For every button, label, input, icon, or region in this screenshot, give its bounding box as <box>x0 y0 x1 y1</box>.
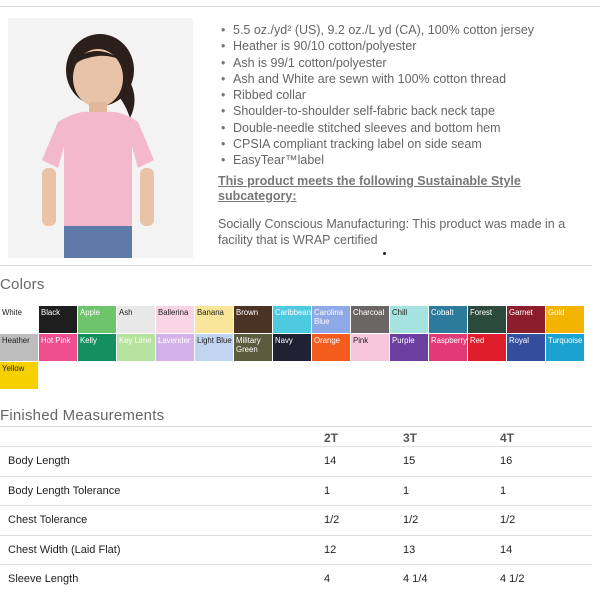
measurement-value: 1/2 <box>500 506 592 536</box>
color-swatch-ballerina[interactable]: Ballerina <box>156 306 194 333</box>
measurement-value: 4 1/4 <box>403 565 500 594</box>
color-swatch-lavender[interactable]: Lavender <box>156 334 194 361</box>
color-swatch-chill[interactable]: Chill <box>390 306 428 333</box>
color-swatch-forest[interactable]: Forest <box>468 306 506 333</box>
measurements-divider <box>0 426 592 427</box>
color-swatch-purple[interactable]: Purple <box>390 334 428 361</box>
measurement-value: 1/2 <box>403 506 500 536</box>
measurement-value: 12 <box>324 535 403 565</box>
measurement-label: Chest Width (Laid Flat) <box>0 535 324 565</box>
color-swatch-caribbean[interactable]: Caribbean <box>273 306 311 333</box>
top-divider <box>0 6 600 7</box>
color-swatch-kelly[interactable]: Kelly <box>78 334 116 361</box>
measurement-value: 15 <box>403 447 500 477</box>
color-swatch-light-blue[interactable]: Light Blue <box>195 334 233 361</box>
measurement-label: Body Length Tolerance <box>0 476 324 506</box>
size-column-header: 3T <box>403 431 418 445</box>
measurement-label: Sleeve Length <box>0 565 324 594</box>
measurement-label: Body Length <box>0 447 324 477</box>
color-swatch-heather[interactable]: Heather <box>0 334 38 361</box>
table-row <box>0 506 592 536</box>
measurement-label: Chest Tolerance <box>0 506 324 536</box>
color-swatch-pink[interactable]: Pink <box>351 334 389 361</box>
table-row <box>0 447 592 477</box>
spec-item: • Heather is 90/10 cotton/polyester <box>219 38 589 54</box>
colors-heading: Colors <box>0 276 45 293</box>
spec-item: • Ribbed collar <box>219 87 589 103</box>
measurement-value: 1/2 <box>324 506 403 536</box>
table-row <box>0 535 592 565</box>
color-swatch-hot-pink[interactable]: Hot Pink <box>39 334 77 361</box>
color-swatch-turquoise[interactable]: Turquoise <box>546 334 584 361</box>
measurement-value: 1 <box>324 476 403 506</box>
color-swatch-cobalt[interactable]: Cobalt <box>429 306 467 333</box>
measurements-heading: Finished Measurements <box>0 407 165 424</box>
color-swatch-royal[interactable]: Royal <box>507 334 545 361</box>
color-swatch-red[interactable]: Red <box>468 334 506 361</box>
color-swatch-apple[interactable]: Apple <box>78 306 116 333</box>
color-swatch-banana[interactable]: Banana <box>195 306 233 333</box>
measurements-header-row <box>0 430 592 447</box>
spec-item: • Double-needle stitched sleeves and bottom hem <box>219 120 589 136</box>
color-swatch-key-lime[interactable]: Key Lime <box>117 334 155 361</box>
color-swatch-white[interactable]: White <box>0 306 38 333</box>
color-swatch-ash[interactable]: Ash <box>117 306 155 333</box>
color-swatch-military-green[interactable]: Military Green <box>234 334 272 361</box>
color-swatch-carolina-blue[interactable]: Carolina Blue <box>312 306 350 333</box>
size-column-header: 4T <box>500 431 515 445</box>
measurement-value: 1 <box>403 476 500 506</box>
measurement-value: 4 1/2 <box>500 565 592 594</box>
measurements-table <box>0 430 592 594</box>
product-spec-list <box>219 22 589 169</box>
section-divider <box>0 265 592 266</box>
measurement-value: 16 <box>500 447 592 477</box>
color-swatch-raspberry[interactable]: Raspberry <box>429 334 467 361</box>
measurement-value: 14 <box>324 447 403 477</box>
size-column-header: 2T <box>324 431 339 445</box>
sustainable-style-link[interactable]: This product meets the following Sustainable Style subcategory: <box>218 174 521 203</box>
color-swatch-navy[interactable]: Navy <box>273 334 311 361</box>
measurement-value: 1 <box>500 476 592 506</box>
color-swatch-black[interactable]: Black <box>39 306 77 333</box>
spec-item: • Ash is 99/1 cotton/polyester <box>219 55 589 71</box>
color-swatch-charcoal[interactable]: Charcoal <box>351 306 389 333</box>
bullet-dot <box>383 252 386 255</box>
color-swatch-brown[interactable]: Brown <box>234 306 272 333</box>
spec-item: • Shoulder-to-shoulder self-fabric back neck tape <box>219 103 589 119</box>
color-swatch-garnet[interactable]: Garnet <box>507 306 545 333</box>
label-column-header <box>0 430 324 447</box>
sustainable-style-description: Socially Conscious Manufacturing: This product was made in a facility that is WRAP certified <box>218 217 566 247</box>
spec-item: • 5.5 oz./yd² (US), 9.2 oz./L yd (CA), 100% cotton jersey <box>219 22 589 38</box>
measurement-value: 14 <box>500 535 592 565</box>
product-photo <box>8 18 193 258</box>
measurement-value: 4 <box>324 565 403 594</box>
spec-item: • EasyTear™label <box>219 152 589 168</box>
measurement-value: 13 <box>403 535 500 565</box>
color-swatch-gold[interactable]: Gold <box>546 306 584 333</box>
table-row <box>0 476 592 506</box>
spec-item: • CPSIA compliant tracking label on side seam <box>219 136 589 152</box>
color-swatch-orange[interactable]: Orange <box>312 334 350 361</box>
spec-item: • Ash and White are sewn with 100% cotton thread <box>219 71 589 87</box>
table-row <box>0 565 592 594</box>
color-swatch-yellow[interactable]: Yellow <box>0 362 38 389</box>
